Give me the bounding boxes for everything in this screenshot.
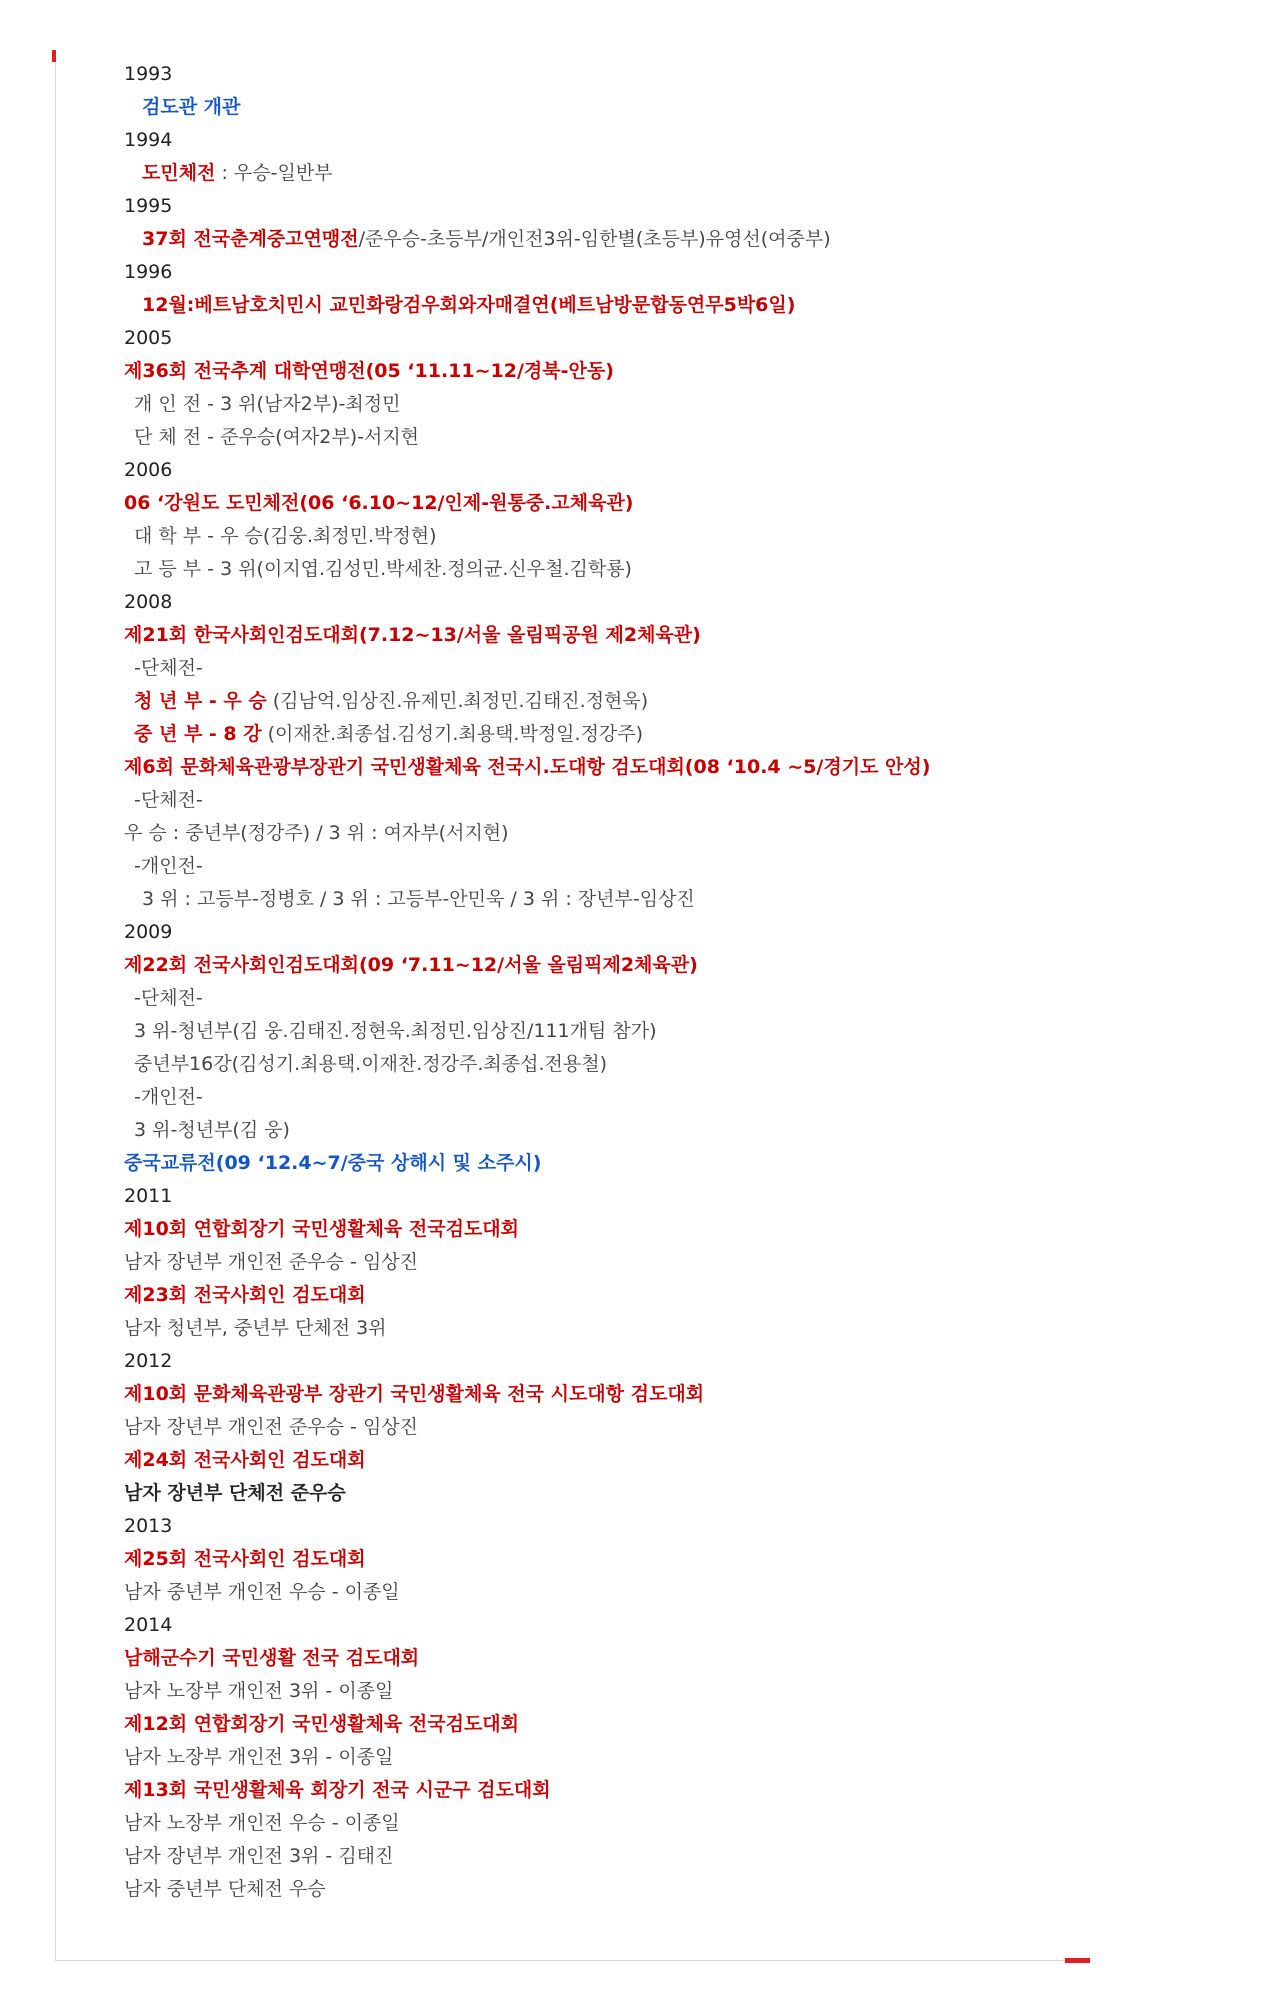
frame-bottom-border	[55, 1960, 1090, 1961]
history-entry: 단 체 전 - 준우승(여자2부)-서지현	[134, 426, 420, 448]
bottom-accent-mark	[1065, 1958, 1090, 1963]
history-entry: 제24회 전국사회인 검도대회	[124, 1449, 366, 1471]
history-entry: 남자 장년부 개인전 준우승 - 임상진	[124, 1416, 419, 1438]
history-entry-part: (이재찬.최종섭.김성기.최용택.박정일.정강주)	[261, 723, 644, 745]
history-year: 2014	[124, 1614, 173, 1636]
history-year: 2012	[124, 1350, 173, 1372]
history-entry: 남자 노장부 개인전 우승 - 이종일	[124, 1812, 400, 1834]
history-entry: 중년부16강(김성기.최용택.이재찬.정강주.최종섭.전용철)	[134, 1053, 607, 1075]
frame-left-border	[55, 55, 56, 1960]
history-entry: 남자 노장부 개인전 3위 - 이종일	[124, 1746, 394, 1768]
history-entry: 제10회 연합회장기 국민생활체육 전국검도대회	[124, 1218, 520, 1240]
history-entry: 남자 장년부 단체전 준우승	[124, 1482, 346, 1504]
history-entry: 남자 중년부 단체전 우승	[124, 1878, 326, 1900]
history-entry	[124, 685, 1124, 718]
history-year: 2011	[124, 1185, 173, 1207]
history-entry: 제36회 전국추계 대학연맹전(05 ‘11.11~12/경북-안동)	[124, 360, 614, 382]
history-entry: 06 ‘강원도 도민체전(06 ‘6.10~12/인제-원통중.고체육관)	[124, 492, 634, 514]
history-entry-part: 37회 전국춘계중고연맹전	[142, 228, 359, 250]
history-entry: 대 학 부 - 우 승(김웅.최정민.박정현)	[134, 525, 437, 547]
history-entry	[124, 223, 1124, 256]
history-entry-part: (김남억.임상진.유제민.최정민.김태진.정현욱)	[266, 690, 649, 712]
history-entry: -단체전-	[134, 657, 203, 679]
history-entry: -개인전-	[134, 855, 203, 877]
history-entry: 제13회 국민생활체육 회장기 전국 시군구 검도대회	[124, 1779, 551, 1801]
history-entry: 검도관 개관	[142, 96, 241, 118]
top-accent-mark	[52, 50, 56, 62]
history-entry	[124, 718, 1124, 751]
history-year: 2005	[124, 327, 173, 349]
history-entry: -단체전-	[134, 789, 203, 811]
history-entry: 남자 장년부 개인전 3위 - 김태진	[124, 1845, 394, 1867]
history-entry: 12월:베트남호치민시 교민화랑검우회와자매결연(베트남방문합동연무5박6일)	[142, 294, 796, 316]
history-entry: 3 위 : 고등부-정병호 / 3 위 : 고등부-안민욱 / 3 위 : 장년부-임상진	[142, 888, 695, 910]
history-entry: 중국교류전(09 ‘12.4~7/중국 상해시 및 소주시)	[124, 1152, 542, 1174]
history-entry-part: 도민체전	[142, 162, 216, 184]
history-entry: -단체전-	[134, 987, 203, 1009]
history-year: 1996	[124, 261, 173, 283]
history-year: 2009	[124, 921, 173, 943]
history-entry: 남자 청년부, 중년부 단체전 3위	[124, 1317, 387, 1339]
history-list	[124, 58, 1124, 1906]
history-entry: -개인전-	[134, 1086, 203, 1108]
history-year: 1993	[124, 63, 173, 85]
history-entry: 남해군수기 국민생활 전국 검도대회	[124, 1647, 420, 1669]
history-entry: 남자 장년부 개인전 준우승 - 임상진	[124, 1251, 419, 1273]
history-year: 2008	[124, 591, 173, 613]
history-entry: 3 위-청년부(김 웅)	[134, 1119, 290, 1141]
history-entry: 고 등 부 - 3 위(이지엽.김성민.박세찬.정의균.신우철.김학룡)	[134, 558, 632, 580]
history-entry-part: 청 년 부 - 우 승	[134, 690, 267, 712]
history-entry	[124, 157, 1124, 190]
history-entry-part: 중 년 부 - 8 강	[134, 723, 262, 745]
history-entry: 제22회 전국사회인검도대회(09 ‘7.11~12/서울 올림픽제2체육관)	[124, 954, 698, 976]
history-entry: 개 인 전 - 3 위(남자2부)-최정민	[134, 393, 401, 415]
history-entry-part: /준우승-초등부/개인전3위-임한별(초등부)유영선(여중부)	[358, 228, 831, 250]
history-entry: 제21회 한국사회인검도대회(7.12~13/서울 올림픽공원 제2체육관)	[124, 624, 701, 646]
history-entry: 제10회 문화체육관광부 장관기 국민생활체육 전국 시도대항 검도대회	[124, 1383, 705, 1405]
history-entry: 제6회 문화체육관광부장관기 국민생활체육 전국시.도대항 검도대회(08 ‘10.4 ~5/경기도 안성)	[124, 756, 931, 778]
history-entry: 남자 노장부 개인전 3위 - 이종일	[124, 1680, 394, 1702]
history-entry: 우 승 : 중년부(정강주) / 3 위 : 여자부(서지현)	[124, 822, 509, 844]
history-year: 1995	[124, 195, 173, 217]
history-entry: 남자 중년부 개인전 우승 - 이종일	[124, 1581, 400, 1603]
history-year: 2013	[124, 1515, 173, 1537]
history-entry: 제25회 전국사회인 검도대회	[124, 1548, 366, 1570]
history-entry: 제23회 전국사회인 검도대회	[124, 1284, 366, 1306]
history-year: 1994	[124, 129, 173, 151]
history-entry: 제12회 연합회장기 국민생활체육 전국검도대회	[124, 1713, 520, 1735]
history-year: 2006	[124, 459, 173, 481]
history-entry-part: : 우승-일반부	[215, 162, 333, 184]
history-entry: 3 위-청년부(김 웅.김태진.정현욱.최정민.임상진/111개팀 참가)	[134, 1020, 657, 1042]
